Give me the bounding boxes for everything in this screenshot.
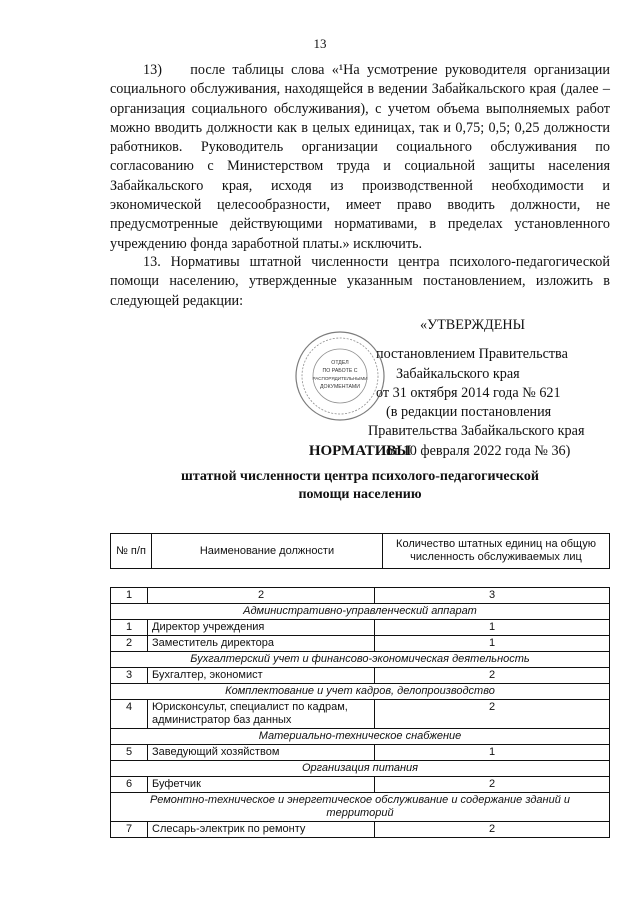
table-section-row — [111, 729, 610, 745]
table-row — [111, 620, 610, 636]
document-subtitle-line: помощи населению — [298, 487, 422, 502]
table-header-cell: № п/п — [111, 534, 152, 569]
table-section-title: Комплектование и учет кадров, делопроизводство — [111, 684, 610, 700]
paragraph-item-13: 13) после таблицы слова «¹На усмотрение руководителя организации социального обслуживания, находящейся в ведении Забайкальского края (далее – организация социального обслуживания), с учетом объема выполняемых работ можно вводить должности как в целых единицах, так и 0,75; 0,5; 0,25 должности работников. Руководитель организации социального обслуживания по согласованию с Министерством труда и социальной защиты населения Забайкальского края, исходя из производственной необходимости и экономической целесообразности, имеет право вводить должности, не предусмотренные действующими нормативами, в пределах установленного учреждению фонда заработной платы.» исключить. — [110, 62, 610, 252]
paragraph-item-13-norms: 13. Нормативы штатной численности центра психолого-педагогической помощи населению, утвержденные указанным постановлением, изложить в следующей редакции: — [110, 254, 610, 309]
row-quantity: 2 — [375, 668, 610, 684]
row-position-name: Юрисконсульт, специалист по кадрам, администратор баз данных — [148, 700, 375, 729]
approval-line: от 10 февраля 2022 года № 36) — [386, 442, 571, 459]
approval-line: Правительства Забайкальского края — [368, 423, 585, 440]
row-number: 6 — [111, 777, 148, 793]
table-column-number: 3 — [375, 588, 610, 604]
table-section-row — [111, 684, 610, 700]
row-position-name: Заведующий хозяйством — [148, 745, 375, 761]
table-section-title: Ремонтно-техническое и энергетическое обслуживание и содержание зданий и территорий — [111, 793, 610, 822]
row-number: 7 — [111, 822, 148, 838]
document-title: НОРМАТИВЫ — [308, 443, 412, 459]
row-quantity: 2 — [375, 700, 610, 729]
row-quantity: 1 — [375, 745, 610, 761]
table-header-cell: Количество штатных единиц на общую численность обслуживаемых лиц — [383, 534, 610, 569]
row-number: 3 — [111, 668, 148, 684]
row-position-name: Директор учреждения — [148, 620, 375, 636]
row-quantity: 2 — [375, 822, 610, 838]
stamp-text: ОТДЕЛ — [331, 360, 349, 366]
table-header-cell: Наименование должности — [152, 534, 383, 569]
row-number: 5 — [111, 745, 148, 761]
table-section-row — [111, 761, 610, 777]
row-quantity: 1 — [375, 636, 610, 652]
table-column-number: 2 — [148, 588, 375, 604]
approval-heading: «УТВЕРЖДЕНЫ — [420, 317, 525, 333]
norms-table — [110, 587, 610, 838]
approval-block — [368, 316, 616, 461]
approval-line: от 31 октября 2014 года № 621 — [376, 384, 561, 401]
document-subtitle — [110, 468, 610, 504]
table-row — [111, 636, 610, 652]
row-quantity: 2 — [375, 777, 610, 793]
approval-line: (в редакции постановления — [386, 404, 552, 421]
approval-line: постановлением Правительства — [376, 346, 568, 363]
stamp-text: РАСПОРЯДИТЕЛЬНЫМИ — [312, 376, 368, 381]
row-position-name: Слесарь-электрик по ремонту — [148, 822, 375, 838]
table-row — [111, 822, 610, 838]
table-section-row — [111, 793, 610, 822]
document-subtitle-line: штатной численности центра психолого-педагогической — [181, 469, 539, 484]
table-header — [110, 533, 610, 569]
table-row — [111, 777, 610, 793]
row-quantity: 1 — [375, 620, 610, 636]
row-number: 1 — [111, 620, 148, 636]
row-position-name: Буфетчик — [148, 777, 375, 793]
stamp-text: ДОКУМЕНТАМИ — [320, 384, 360, 390]
table-section-title: Административно-управленческий аппарат — [111, 604, 610, 620]
approval-line: Забайкальского края — [396, 365, 520, 382]
row-number: 4 — [111, 700, 148, 729]
table-row — [111, 700, 610, 729]
table-section-title: Бухгалтерский учет и финансово-экономическая деятельность — [111, 652, 610, 668]
table-section-row — [111, 652, 610, 668]
row-position-name: Заместитель директора — [148, 636, 375, 652]
table-section-title: Организация питания — [111, 761, 610, 777]
table-column-number: 1 — [111, 588, 148, 604]
row-number: 2 — [111, 636, 148, 652]
official-stamp — [294, 330, 386, 422]
table-row — [111, 668, 610, 684]
table-row — [111, 745, 610, 761]
page-number: 13 — [313, 36, 327, 51]
table-section-row — [111, 604, 610, 620]
row-position-name: Бухгалтер, экономист — [148, 668, 375, 684]
stamp-text: ПО РАБОТЕ С — [322, 368, 358, 374]
table-section-title: Материально-техническое снабжение — [111, 729, 610, 745]
